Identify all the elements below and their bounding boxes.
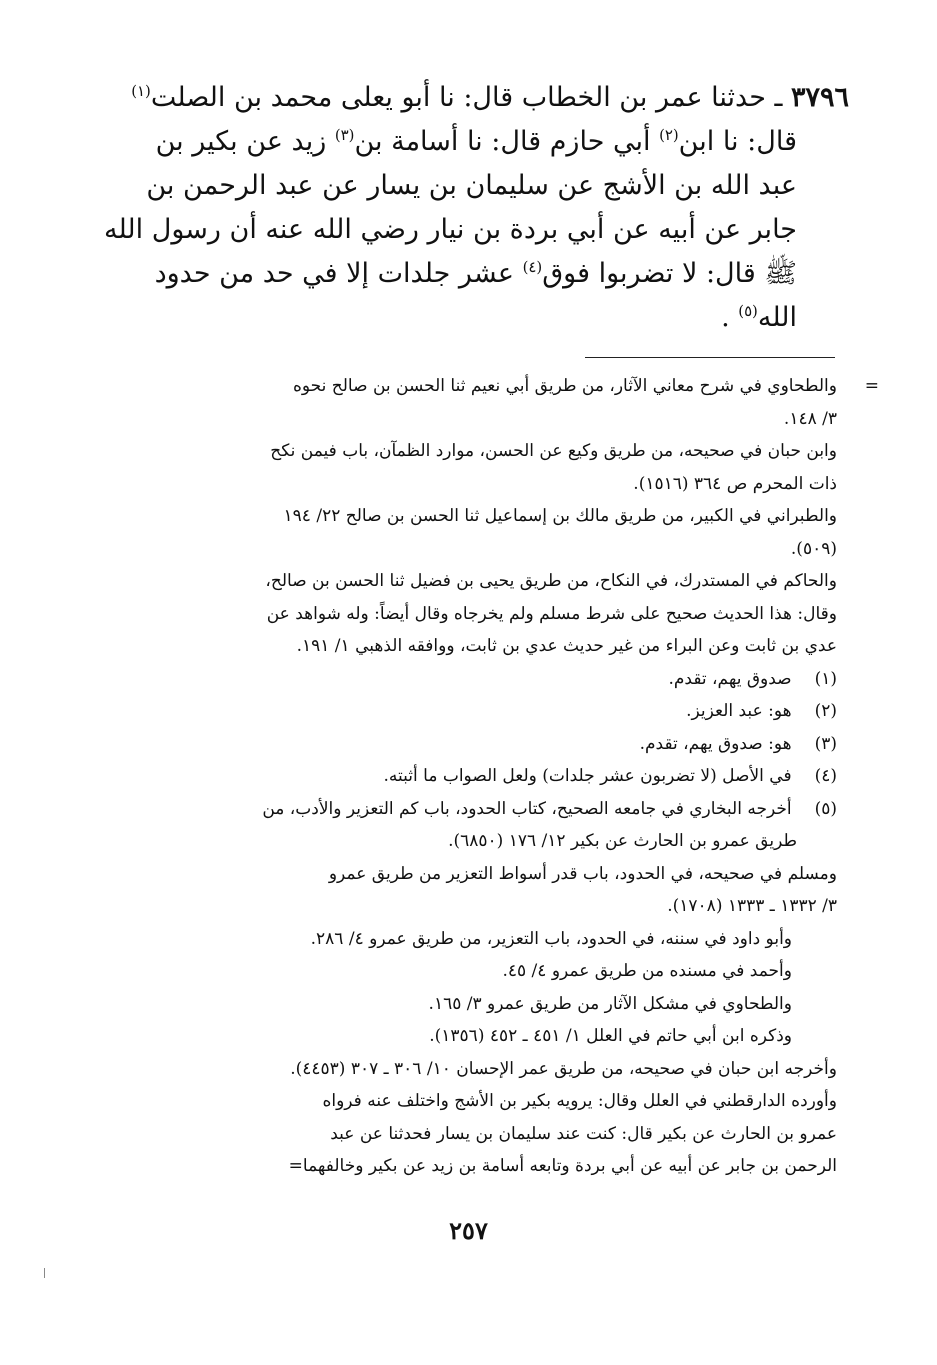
note-abu-dawud: وأبو داود في سننه، في الحدود، باب التعزير، من طريق عمرو ٤/ ٢٨٦. xyxy=(310,928,792,949)
note-tahawi-mushkil: والطحاوي في مشكل الآثار من طريق عمرو ٣/ ١٦٥. xyxy=(428,993,792,1014)
note-ahmad: وأحمد في مسنده من طريق عمرو ٤/ ٤٥. xyxy=(502,961,792,981)
footnote-ref-2: (٢) xyxy=(659,126,679,144)
margin-tick xyxy=(44,1268,45,1278)
carried-note-tabarani: والطبراني في الكبير، من طريق مالك بن إسماعيل ثنا الحسن بن صالح ٢٢/ ١٩٤ (٥٠٩). xyxy=(283,506,837,559)
page-number: ٢٥٧ xyxy=(449,1216,488,1245)
hadith-line-5: ﷺ قال: لا تضربوا فوق$^{(٤)}$ عشر جلدات إلا في حد من حدود xyxy=(154,258,797,289)
hadith-line-3: عبد الله بن الأشج عن سليمان بن يسار عن عبد الرحمن بن xyxy=(146,170,797,201)
hadith-line-4: جابر عن أبيه عن أبي بردة بن نيار رضي الله عنه أن رسول الله xyxy=(103,214,797,245)
continuation-mark: = xyxy=(864,376,879,396)
footnote-ref-5: (٥) xyxy=(738,302,758,320)
footnote-4: (٤) في الأصل (لا تضربون عشر جلدات) ولعل الصواب ما أثبته. xyxy=(383,766,837,786)
hadith-text xyxy=(103,76,849,340)
footnote-separator xyxy=(585,357,835,358)
carried-note-hakim: والحاكم في المستدرك، في النكاح، من طريق يحيى بن فضيل ثنا الحسن بن صالح، وقال: هذا الحديث صحيح على شرط مسلم ولم يخرجاه وقال أيضاً: وله شواهد عن عدي بن ثابت وعن البراء من غير حديث عدي بن ثابت، ووافقه الذهبي ١/ ١٩١. xyxy=(265,571,837,656)
footnote-5: (٥) أخرجه البخاري في جامعه الصحيح، كتاب الحدود، باب كم التعزير والأدب، من طريق عمرو بن الحارث عن بكير ١٢/ ١٧٦ (٦٨٥٠). xyxy=(262,798,837,851)
footnote-1: (١) صدوق يهم، تقدم. xyxy=(668,668,837,689)
note-ibn-abi-hatim: وذكره ابن أبي حاتم في العلل ١/ ٤٥١ ـ ٤٥٢ (١٣٥٦). xyxy=(429,1026,792,1046)
carried-note-tahawi: = والطحاوي في شرح معاني الآثار، من طريق أبي نعيم ثنا الحسن بن صالح نحوه ٣/ ١٤٨. xyxy=(130,370,837,435)
hadith-line-6: الله$^{(٥)}$ . xyxy=(721,302,797,333)
footnote-ref-1: (١) xyxy=(131,82,151,100)
footnote-2: (٢) هو: عبد العزيز. xyxy=(686,701,837,721)
hadith-line-1: ٣٧٩٦ ـ حدثنا عمر بن الخطاب قال: نا أبو يعلى محمد بن الصلت$^{(١)}$ xyxy=(131,82,849,113)
note-short-group xyxy=(130,923,837,1053)
hadith-line-2: قال: نا ابن$^{(٢)}$ أبي حازم قال: نا أسامة بن$^{(٣)}$ زيد عن بكير بن xyxy=(155,126,797,157)
footnote-ref-3: (٣) xyxy=(334,126,355,144)
note-ibn-hibban-ihsan: وأخرجه ابن حبان في صحيحه، من طريق عمر الإحسان ١٠/ ٣٠٦ ـ ٣٠٧ (٤٤٥٣). xyxy=(290,1058,837,1079)
footnotes xyxy=(130,370,879,1183)
footnote-ref-4: (٤) xyxy=(522,258,543,276)
footnote-3: (٣) هو: صدوق يهم، تقدم. xyxy=(639,733,837,754)
note-muslim: ومسلم في صحيحه، في الحدود، باب قدر أسواط التعزير من طريق عمرو ٣/ ١٣٣٢ ـ ١٣٣٣ (١٧٠٨). xyxy=(328,863,837,916)
note-daraqutni: وأورده الدارقطني في العلل وقال: يرويه بكير بن الأشج واختلف عنه فرواه عمرو بن الحارث عن بكير قال: كنت عند سليمان بن يسار فحدثنا عن عبد الرحمن بن جابر عن أبيه عن أبي بردة وتابعه أسامة بن زيد عن بكير وخالفهما= xyxy=(288,1091,837,1176)
hadith-number: ٣٧٩٦ xyxy=(790,82,849,113)
carried-note-ibn-hibban: وابن حبان في صحيحه، من طريق وكيع عن الحسن، موارد الظمآن، باب فيمن نكح ذات المحرم ص ٣٦٤ (١٥١٦). xyxy=(270,441,837,494)
